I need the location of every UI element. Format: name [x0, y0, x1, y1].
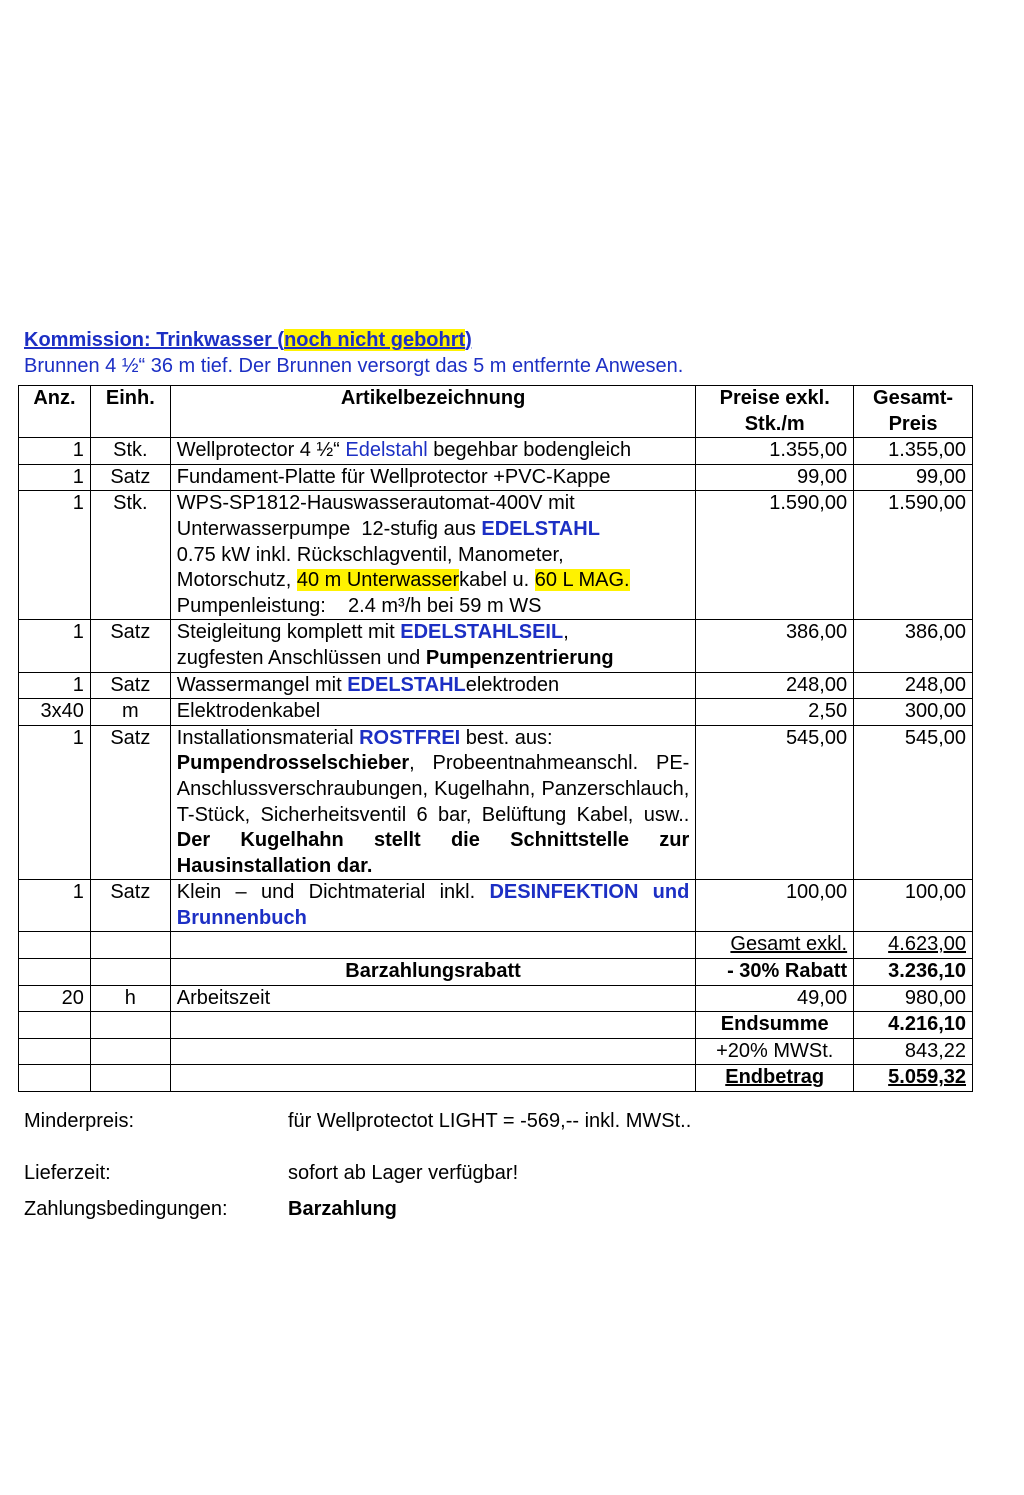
- artikel-line: Motorschutz,: [176, 569, 297, 592]
- artikel-highlight: EDELSTAHL: [481, 517, 600, 540]
- artikel-line: ,: [563, 621, 569, 644]
- row-artikel: [170, 491, 696, 620]
- row-gesamt: 386,00: [854, 620, 973, 672]
- row-preis: 248,00: [696, 672, 854, 699]
- lieferzeit-line: [24, 1160, 518, 1186]
- row-einh: Satz: [90, 620, 170, 672]
- summary-value: [854, 932, 973, 959]
- lieferzeit-value: sofort ab Lager verfügbar!: [288, 1162, 519, 1184]
- row-gesamt: 545,00: [854, 725, 973, 880]
- artikel-highlight: Edelstahl: [345, 439, 428, 462]
- row-einh: Satz: [90, 672, 170, 699]
- row-gesamt: 1.590,00: [854, 491, 973, 620]
- artikel-text: best. aus:: [460, 726, 553, 749]
- row-preis: 386,00: [696, 620, 854, 672]
- row-einh: m: [90, 699, 170, 726]
- artikel-text: Wellprotector 4 ½“: [176, 439, 346, 462]
- row-gesamt: 100,00: [854, 880, 973, 932]
- row-gesamt: 980,00: [854, 985, 973, 1012]
- artikel-bold: Der Kugelhahn stellt die Schnittstelle zur Hausinstallation dar.: [176, 829, 690, 877]
- artikel-text: , Probeentnahmeanschl. PE-Anschlussverschraubungen, Kugelhahn, Panzerschlauch, T-Stück, Sicherheitsventil 6 bar, Belüftung Kabel, usw..: [176, 752, 690, 826]
- minderpreis-value: für Wellprotectot LIGHT = -569,-- inkl. MWSt..: [288, 1110, 692, 1132]
- artikel-marker: 60 L MAG.: [534, 569, 630, 592]
- artikel-text: elektroden: [465, 673, 560, 696]
- row-einh: Stk.: [90, 491, 170, 620]
- minderpreis-label: Minderpreis:: [24, 1110, 135, 1132]
- row-preis: 545,00: [696, 725, 854, 880]
- row-einh: Satz: [90, 464, 170, 491]
- summary-row-rabatt: [19, 959, 973, 986]
- artikel-highlight: EDELSTAHL: [347, 673, 466, 696]
- row-anz: 20: [19, 985, 91, 1012]
- rabatt-label: - 30% Rabatt: [696, 959, 854, 986]
- commission-highlight: noch nicht gebohrt: [284, 329, 466, 351]
- mwst-label: +20% MWSt.: [696, 1038, 854, 1065]
- table-row: [19, 464, 973, 491]
- zahlung-line: [24, 1196, 397, 1222]
- row-preis: 49,00: [696, 985, 854, 1012]
- row-einh: Satz: [90, 880, 170, 932]
- row-einh: Stk.: [90, 438, 170, 465]
- row-preis: 1.590,00: [696, 491, 854, 620]
- row-anz: 3x40: [19, 699, 91, 726]
- minderpreis-line: [24, 1108, 691, 1134]
- lieferzeit-label: Lieferzeit:: [24, 1162, 111, 1184]
- row-preis: 2,50: [696, 699, 854, 726]
- row-anz: 1: [19, 438, 91, 465]
- row-preis: 1.355,00: [696, 438, 854, 465]
- artikel-highlight: EDELSTAHLSEIL: [400, 621, 564, 644]
- artikel-line: kabel u.: [459, 569, 535, 592]
- endbetrag-label: Endbetrag: [725, 1066, 825, 1089]
- row-artikel: Elektrodenkabel: [170, 699, 696, 726]
- endsumme-value: 4.216,10: [854, 1012, 973, 1039]
- table-row: [19, 620, 973, 672]
- row-anz: 1: [19, 880, 91, 932]
- header-preis-line2: Stk./m: [744, 412, 805, 435]
- artikel-line: WPS-SP1812-Hauswasserautomat-400V mit: [176, 492, 575, 515]
- header-gesamt-line2: Preis: [888, 412, 938, 435]
- endbetrag-value-cell: [854, 1065, 973, 1092]
- artikel-bold: Pumpenzentrierung: [425, 646, 614, 669]
- row-preis: 99,00: [696, 464, 854, 491]
- summary-row-mwst: [19, 1038, 973, 1065]
- summary-label: [696, 932, 854, 959]
- rabatt-text: Barzahlungsrabatt: [170, 959, 696, 986]
- table-row: [19, 725, 973, 880]
- gesamt-label: Gesamt exkl.: [730, 933, 848, 956]
- artikel-line: 0.75 kW inkl. Rückschlagventil, Manometer,: [176, 543, 564, 566]
- artikel-bold: Pumpendrosselschieber: [176, 752, 410, 775]
- row-anz: 1: [19, 672, 91, 699]
- summary-row-endsumme: [19, 1012, 973, 1039]
- row-anz: 1: [19, 725, 91, 880]
- header-artikel: Artikelbezeichnung: [170, 386, 696, 438]
- row-einh: h: [90, 985, 170, 1012]
- zahlung-label: Zahlungsbedingungen:: [24, 1198, 228, 1220]
- row-gesamt: 99,00: [854, 464, 973, 491]
- commission-title: [24, 327, 472, 353]
- table-row: [19, 699, 973, 726]
- artikel-text: Installationsmaterial: [176, 726, 360, 749]
- row-artikel: [170, 672, 696, 699]
- table-row: [19, 438, 973, 465]
- table-row: [19, 880, 973, 932]
- row-artikel: [170, 880, 696, 932]
- row-artikel: [170, 620, 696, 672]
- row-gesamt: 248,00: [854, 672, 973, 699]
- row-gesamt: 300,00: [854, 699, 973, 726]
- artikel-text: Wassermangel mit: [176, 673, 348, 696]
- artikel-text: Klein – und Dichtmaterial inkl.: [176, 881, 490, 904]
- row-preis: 100,00: [696, 880, 854, 932]
- artikel-highlight: DESINFEKTION und Brunnenbuch: [176, 881, 690, 929]
- row-einh: Satz: [90, 725, 170, 880]
- artikel-line: zugfesten Anschlüssen und: [176, 646, 426, 669]
- endbetrag-value: 5.059,32: [888, 1066, 966, 1089]
- row-artikel: [170, 438, 696, 465]
- artikel-highlight: ROSTFREI: [359, 726, 461, 749]
- table-row: [19, 672, 973, 699]
- artikel-line: Pumpenleistung: 2.4 m³/h bei 59 m WS: [176, 594, 542, 617]
- artikel-line: Steigleitung komplett mit: [176, 621, 401, 644]
- summary-row-gesamt: [19, 932, 973, 959]
- offer-table: [18, 385, 973, 1092]
- mwst-value: 843,22: [854, 1038, 973, 1065]
- header-preis: [696, 386, 854, 438]
- header-anz: Anz.: [19, 386, 91, 438]
- header-preis-line1: Preise exkl.: [719, 387, 830, 409]
- summary-row-endbetrag: [19, 1065, 973, 1092]
- table-row: [19, 491, 973, 620]
- artikel-text: begehbar bodengleich: [427, 439, 632, 462]
- row-anz: 1: [19, 464, 91, 491]
- commission-title-text: Kommission: Trinkwasser (: [24, 329, 285, 351]
- row-gesamt: 1.355,00: [854, 438, 973, 465]
- header-gesamt-line1: Gesamt-: [873, 387, 954, 409]
- row-artikel: Arbeitszeit: [170, 985, 696, 1012]
- row-artikel: Fundament-Platte für Wellprotector +PVC-Kappe: [170, 464, 696, 491]
- rabatt-value: 3.236,10: [854, 959, 973, 986]
- commission-title-suffix: ): [465, 329, 472, 351]
- artikel-line: Unterwasserpumpe 12-stufig aus: [176, 517, 482, 540]
- artikel-marker: 40 m Unterwasser: [296, 569, 460, 592]
- zahlung-value: Barzahlung: [288, 1198, 397, 1220]
- gesamt-value: 4.623,00: [888, 933, 966, 956]
- endbetrag-label-cell: [696, 1065, 854, 1092]
- header-einh: Einh.: [90, 386, 170, 438]
- row-anz: 1: [19, 491, 91, 620]
- header-gesamt: [854, 386, 973, 438]
- well-description: Brunnen 4 ½“ 36 m tief. Der Brunnen versorgt das 5 m entfernte Anwesen.: [24, 355, 684, 377]
- table-row: [19, 985, 973, 1012]
- row-anz: 1: [19, 620, 91, 672]
- table-header-row: [19, 386, 973, 438]
- row-artikel: [170, 725, 696, 880]
- endsumme-label: Endsumme: [696, 1012, 854, 1039]
